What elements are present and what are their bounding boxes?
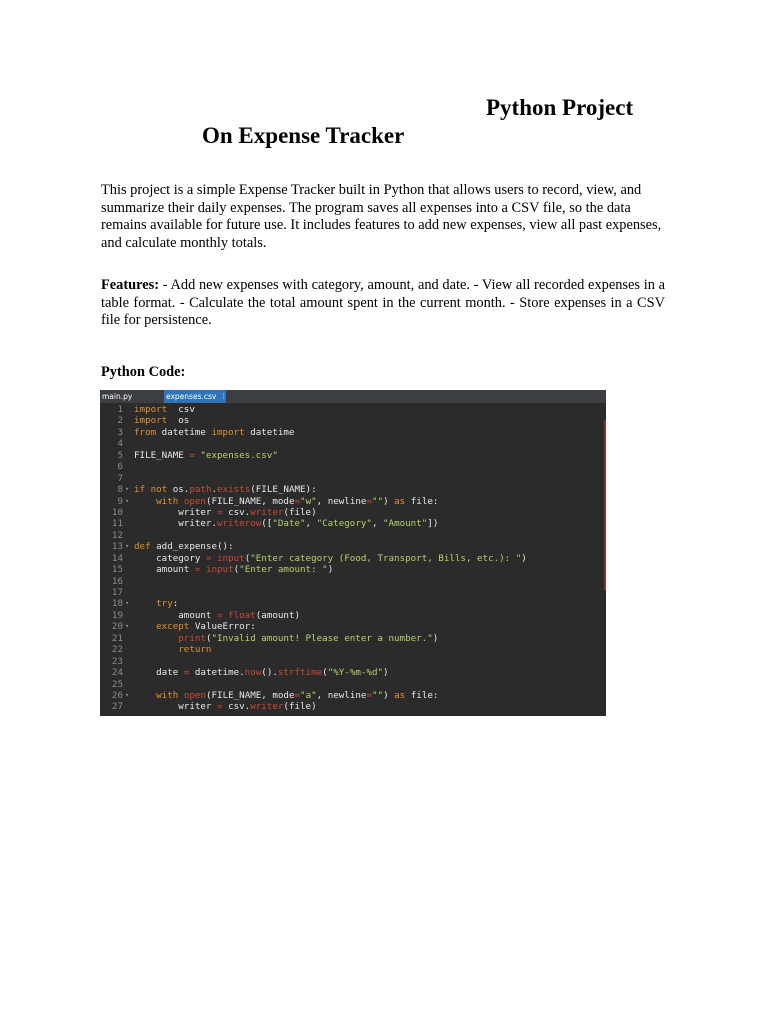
code-token: as [394, 495, 406, 507]
code-line [100, 656, 606, 667]
code-token: file: [405, 495, 439, 507]
code-token: ( [233, 564, 240, 576]
code-text [134, 621, 256, 632]
code-token: csv [167, 404, 195, 415]
code-line [100, 644, 606, 655]
code-line [100, 621, 606, 632]
code-token: (). [261, 667, 278, 679]
code-text [134, 598, 178, 609]
line-number: 11 [111, 518, 123, 530]
code-token: writer [250, 701, 284, 713]
code-line [100, 473, 606, 484]
code-token: now [244, 667, 262, 679]
code-token: "a" [300, 689, 317, 701]
code-line [100, 427, 606, 438]
code-text [134, 564, 333, 575]
code-line [100, 633, 606, 644]
code-text [134, 553, 527, 564]
code-token: csv. [222, 701, 251, 713]
code-token: return [178, 644, 212, 656]
code-token: "Invalid amount! Please enter a number." [211, 632, 433, 644]
code-token: try [156, 598, 173, 610]
code-line [100, 507, 606, 518]
code-line [100, 438, 606, 449]
code-text [134, 667, 389, 678]
code-token: open [183, 495, 206, 507]
code-token: except [156, 621, 190, 633]
code-token: "Enter category (Food, Transport, Bills, etc.): " [250, 552, 522, 564]
code-token: import [134, 415, 168, 427]
code-token: with [156, 689, 179, 701]
code-token: path [189, 484, 212, 496]
code-token: import [134, 404, 168, 415]
line-number: 24 [111, 667, 123, 679]
code-line [100, 701, 606, 712]
tab-label: expenses.csv [166, 392, 217, 401]
code-token: with [156, 495, 179, 507]
code-token: ( [205, 632, 212, 644]
code-token: = [366, 495, 372, 507]
intro-paragraph: This project is a simple Expense Tracker built in Python that allows users to record, view, and summarize their daily expenses. The program saves all expenses into a CSV file, so the data remains available for future use. It includes features to add new expenses, view all past expenses, and calculate monthly totals. [101, 182, 662, 251]
line-number: 14 [111, 552, 123, 564]
code-line [100, 553, 606, 564]
code-token: = [189, 449, 195, 461]
code-token: writerow [216, 518, 262, 530]
code-token: ) [383, 667, 389, 679]
line-number: 9 [117, 495, 123, 507]
line-number: 12 [111, 529, 123, 541]
code-token: (FILE_NAME): [250, 484, 317, 496]
code-line [100, 610, 606, 621]
code-token: . [211, 484, 218, 496]
code-token: os. [167, 484, 190, 496]
code-line [100, 484, 606, 495]
code-token: = [194, 564, 201, 576]
code-token: category [134, 552, 206, 564]
code-token [134, 496, 156, 507]
code-token: (FILE_NAME, mode [205, 689, 295, 701]
code-token: writer [134, 701, 217, 713]
code-token: print [178, 632, 206, 644]
code-token: (FILE_NAME, mode [205, 495, 295, 507]
code-text [134, 633, 438, 644]
tab-label: main.py [102, 392, 133, 401]
code-token: = [216, 506, 223, 518]
line-number: 17 [111, 587, 123, 598]
code-line [100, 667, 606, 678]
code-token: ) [383, 689, 395, 701]
code-token [134, 598, 156, 609]
code-text [134, 690, 438, 701]
code-token: if not [134, 484, 168, 496]
code-line [100, 518, 606, 529]
code-text [134, 507, 317, 518]
code-line [100, 530, 606, 541]
code-token: "Enter amount: " [239, 564, 328, 576]
code-token: = [294, 689, 301, 701]
code-token: , newline [316, 689, 367, 701]
tab-menu-icon[interactable]: ⋮ [220, 392, 228, 400]
code-token: = [294, 495, 301, 507]
code-token [134, 621, 156, 632]
code-token: ([ [261, 518, 273, 530]
code-token: "" [371, 495, 384, 507]
code-line [100, 576, 606, 587]
code-token: ( [322, 667, 328, 679]
features-paragraph [101, 277, 665, 330]
code-line [100, 679, 606, 690]
code-token: (file) [283, 701, 317, 713]
code-token: , [371, 518, 384, 530]
line-number: 3 [117, 426, 123, 438]
fold-arrow-icon[interactable]: ▾ [125, 542, 130, 551]
line-number: 26 [111, 689, 123, 701]
line-number: 5 [117, 449, 123, 461]
features-label: Features: [101, 277, 160, 293]
code-token: add_expense(): [150, 541, 234, 553]
code-token: csv. [222, 506, 251, 518]
scrollbar-marker [604, 420, 606, 590]
code-token: strftime [277, 667, 323, 679]
code-token: = [205, 552, 212, 564]
features-text: - Add new expenses with category, amount, and date. - View all recorded expenses in a table format. - Calculate the total amount spent in the current month. - Store expenses in a CSV file for persistence. [101, 277, 665, 328]
code-token: amount [134, 564, 195, 576]
code-token: import [211, 426, 245, 438]
code-token [134, 644, 178, 655]
code-token [134, 690, 156, 701]
code-token: def [134, 541, 151, 553]
code-token: datetime. [189, 667, 245, 679]
code-text [134, 701, 317, 712]
code-text [134, 518, 438, 529]
fold-arrow-icon[interactable]: ▾ [125, 622, 130, 631]
code-text [134, 541, 234, 552]
line-number: 1 [117, 404, 123, 415]
code-text [134, 450, 278, 461]
code-text [134, 427, 294, 438]
code-text [134, 484, 317, 495]
line-number: 23 [111, 655, 123, 667]
line-number: 7 [117, 472, 123, 484]
code-token: ( [244, 552, 251, 564]
line-number: 21 [111, 632, 123, 644]
code-line [100, 564, 606, 575]
code-line [100, 404, 606, 415]
code-token: "Amount" [383, 518, 428, 530]
code-token: ]) [427, 518, 439, 530]
line-number: 4 [117, 438, 123, 450]
code-token: ) [383, 495, 395, 507]
code-token: writer [250, 506, 284, 518]
fold-arrow-icon[interactable]: ▾ [125, 690, 130, 699]
line-number: 13 [111, 541, 123, 553]
code-token: "expenses.csv" [200, 449, 278, 461]
fold-arrow-icon[interactable]: ▾ [125, 599, 130, 608]
line-number: 27 [111, 701, 123, 713]
code-text [134, 415, 189, 426]
code-line [100, 587, 606, 598]
fold-arrow-icon[interactable]: ▾ [125, 485, 130, 494]
line-number: 15 [111, 564, 123, 576]
tab-main-py[interactable] [100, 390, 164, 403]
code-token: file: [405, 689, 439, 701]
code-line [100, 598, 606, 609]
code-token: float [228, 609, 256, 621]
code-token: "" [371, 689, 384, 701]
code-token: "Category" [316, 518, 372, 530]
title-line-1: Python Project [486, 95, 634, 120]
code-token: = [216, 609, 223, 621]
code-token: writer [134, 506, 217, 518]
code-token: , newline [316, 495, 367, 507]
line-number: 10 [111, 506, 123, 518]
line-number: 20 [111, 621, 123, 633]
code-text [134, 404, 195, 415]
code-token: datetime [156, 426, 212, 438]
code-token: exists [217, 484, 251, 496]
code-token: "Date" [272, 518, 306, 530]
code-token: (amount) [255, 609, 301, 621]
code-line [100, 450, 606, 461]
code-line [100, 690, 606, 701]
code-token: ValueError: [189, 621, 256, 633]
line-number: 18 [111, 598, 123, 610]
code-token: FILE_NAME [134, 449, 190, 461]
code-token: "%Y-%m-%d" [327, 667, 384, 679]
code-token: writer. [134, 518, 217, 530]
line-number: 25 [111, 678, 123, 690]
code-token: (file) [283, 506, 317, 518]
code-line [100, 496, 606, 507]
code-line [100, 461, 606, 472]
code-token: date [134, 667, 184, 679]
title-line-2: On Expense Tracker [202, 123, 405, 148]
code-token: as [394, 689, 406, 701]
code-token: input [205, 564, 234, 576]
line-number: 16 [111, 575, 123, 587]
code-line [100, 541, 606, 552]
code-token: ) [432, 632, 439, 644]
code-token: amount [134, 609, 217, 621]
code-token: ) [521, 552, 527, 564]
editor-tab-bar [100, 390, 606, 403]
line-number: 6 [117, 461, 123, 473]
code-text [134, 496, 438, 507]
code-token: "w" [300, 495, 317, 507]
code-token: open [183, 689, 206, 701]
line-number: 2 [117, 415, 123, 427]
code-heading: Python Code: [101, 364, 186, 380]
code-token: , [305, 518, 317, 530]
code-editor-screenshot [100, 390, 606, 716]
fold-arrow-icon[interactable]: ▾ [125, 496, 130, 505]
line-number: 19 [111, 609, 123, 621]
code-token [134, 633, 178, 644]
code-token: ) [327, 564, 334, 576]
code-token: : [172, 598, 179, 610]
code-text [134, 610, 300, 621]
code-token: = [183, 667, 190, 679]
code-token: input [217, 552, 245, 564]
code-area [100, 404, 606, 713]
tab-expenses-csv[interactable] [164, 390, 226, 403]
code-token: datetime [244, 426, 295, 438]
code-token: = [366, 689, 372, 701]
code-token: = [216, 701, 223, 713]
line-number: 8 [117, 484, 123, 496]
code-token: os [167, 415, 190, 427]
code-line [100, 415, 606, 426]
code-token: from [134, 426, 157, 438]
code-text [134, 644, 211, 655]
line-number: 22 [111, 644, 123, 656]
